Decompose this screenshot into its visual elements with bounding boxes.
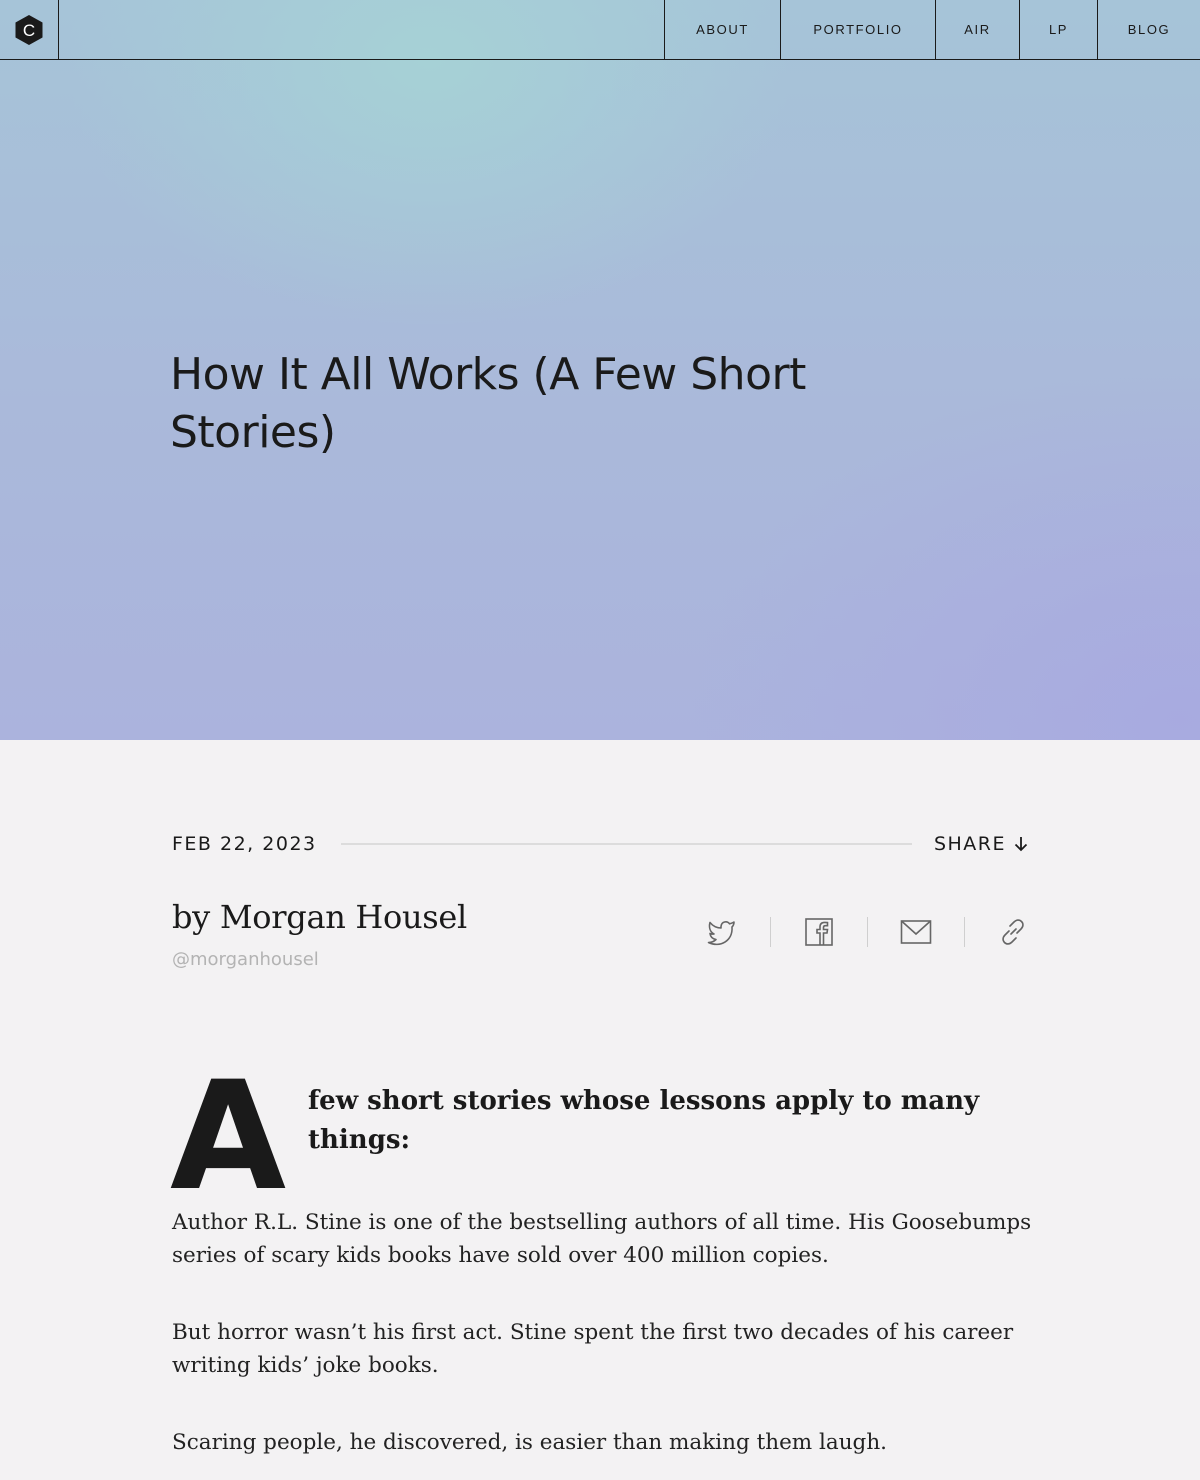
arrow-down-icon: [1014, 836, 1028, 852]
top-nav: [0, 0, 1200, 60]
author-byline: by Morgan Housel: [172, 898, 467, 936]
share-email-button[interactable]: [884, 910, 948, 954]
page-title: How It All Works (A Few Short Stories): [170, 349, 806, 458]
author-handle[interactable]: @morganhousel: [172, 949, 319, 970]
nav-item-portfolio[interactable]: PORTFOLIO: [780, 0, 935, 59]
article-paragraph: Scaring people, he discovered, is easier than making them laugh.: [172, 1430, 888, 1455]
divider: [867, 917, 868, 947]
link-icon: [998, 917, 1028, 947]
article-paragraph: But horror wasn’t his first act. Stine spent the first two decades of his career writing kids’ joke books.: [172, 1320, 1014, 1378]
divider: [770, 917, 771, 947]
twitter-icon: [706, 917, 738, 947]
nav-menu: [664, 0, 1200, 59]
share-buttons: [690, 910, 1045, 954]
logo-letter: C: [22, 20, 36, 40]
share-facebook-button[interactable]: [787, 910, 851, 954]
publish-date: FEB 22, 2023: [172, 833, 317, 855]
share-label: SHARE: [933, 833, 1006, 855]
copy-link-button[interactable]: [981, 910, 1045, 954]
article-lede: few short stories whose lessons apply to many things:: [308, 1086, 980, 1155]
divider: [341, 843, 912, 845]
facebook-icon: [804, 917, 834, 947]
divider: [964, 917, 965, 947]
nav-item-blog[interactable]: BLOG: [1097, 0, 1200, 59]
drop-cap: A: [170, 1050, 287, 1224]
article-meta: [172, 828, 1028, 860]
share-toggle[interactable]: [934, 833, 1028, 855]
nav-item-lp[interactable]: LP: [1019, 0, 1097, 59]
article-paragraph: Author R.L. Stine is one of the bestselling authors of all time. His Goosebumps series of scary kids books have sold over 400 million copies.: [172, 1210, 1032, 1268]
share-twitter-button[interactable]: [690, 910, 754, 954]
hexagon-logo-icon: [14, 14, 44, 46]
nav-item-about[interactable]: ABOUT: [664, 0, 780, 59]
logo[interactable]: [0, 0, 59, 59]
email-icon: [900, 919, 932, 945]
nav-item-air[interactable]: AIR: [935, 0, 1019, 59]
